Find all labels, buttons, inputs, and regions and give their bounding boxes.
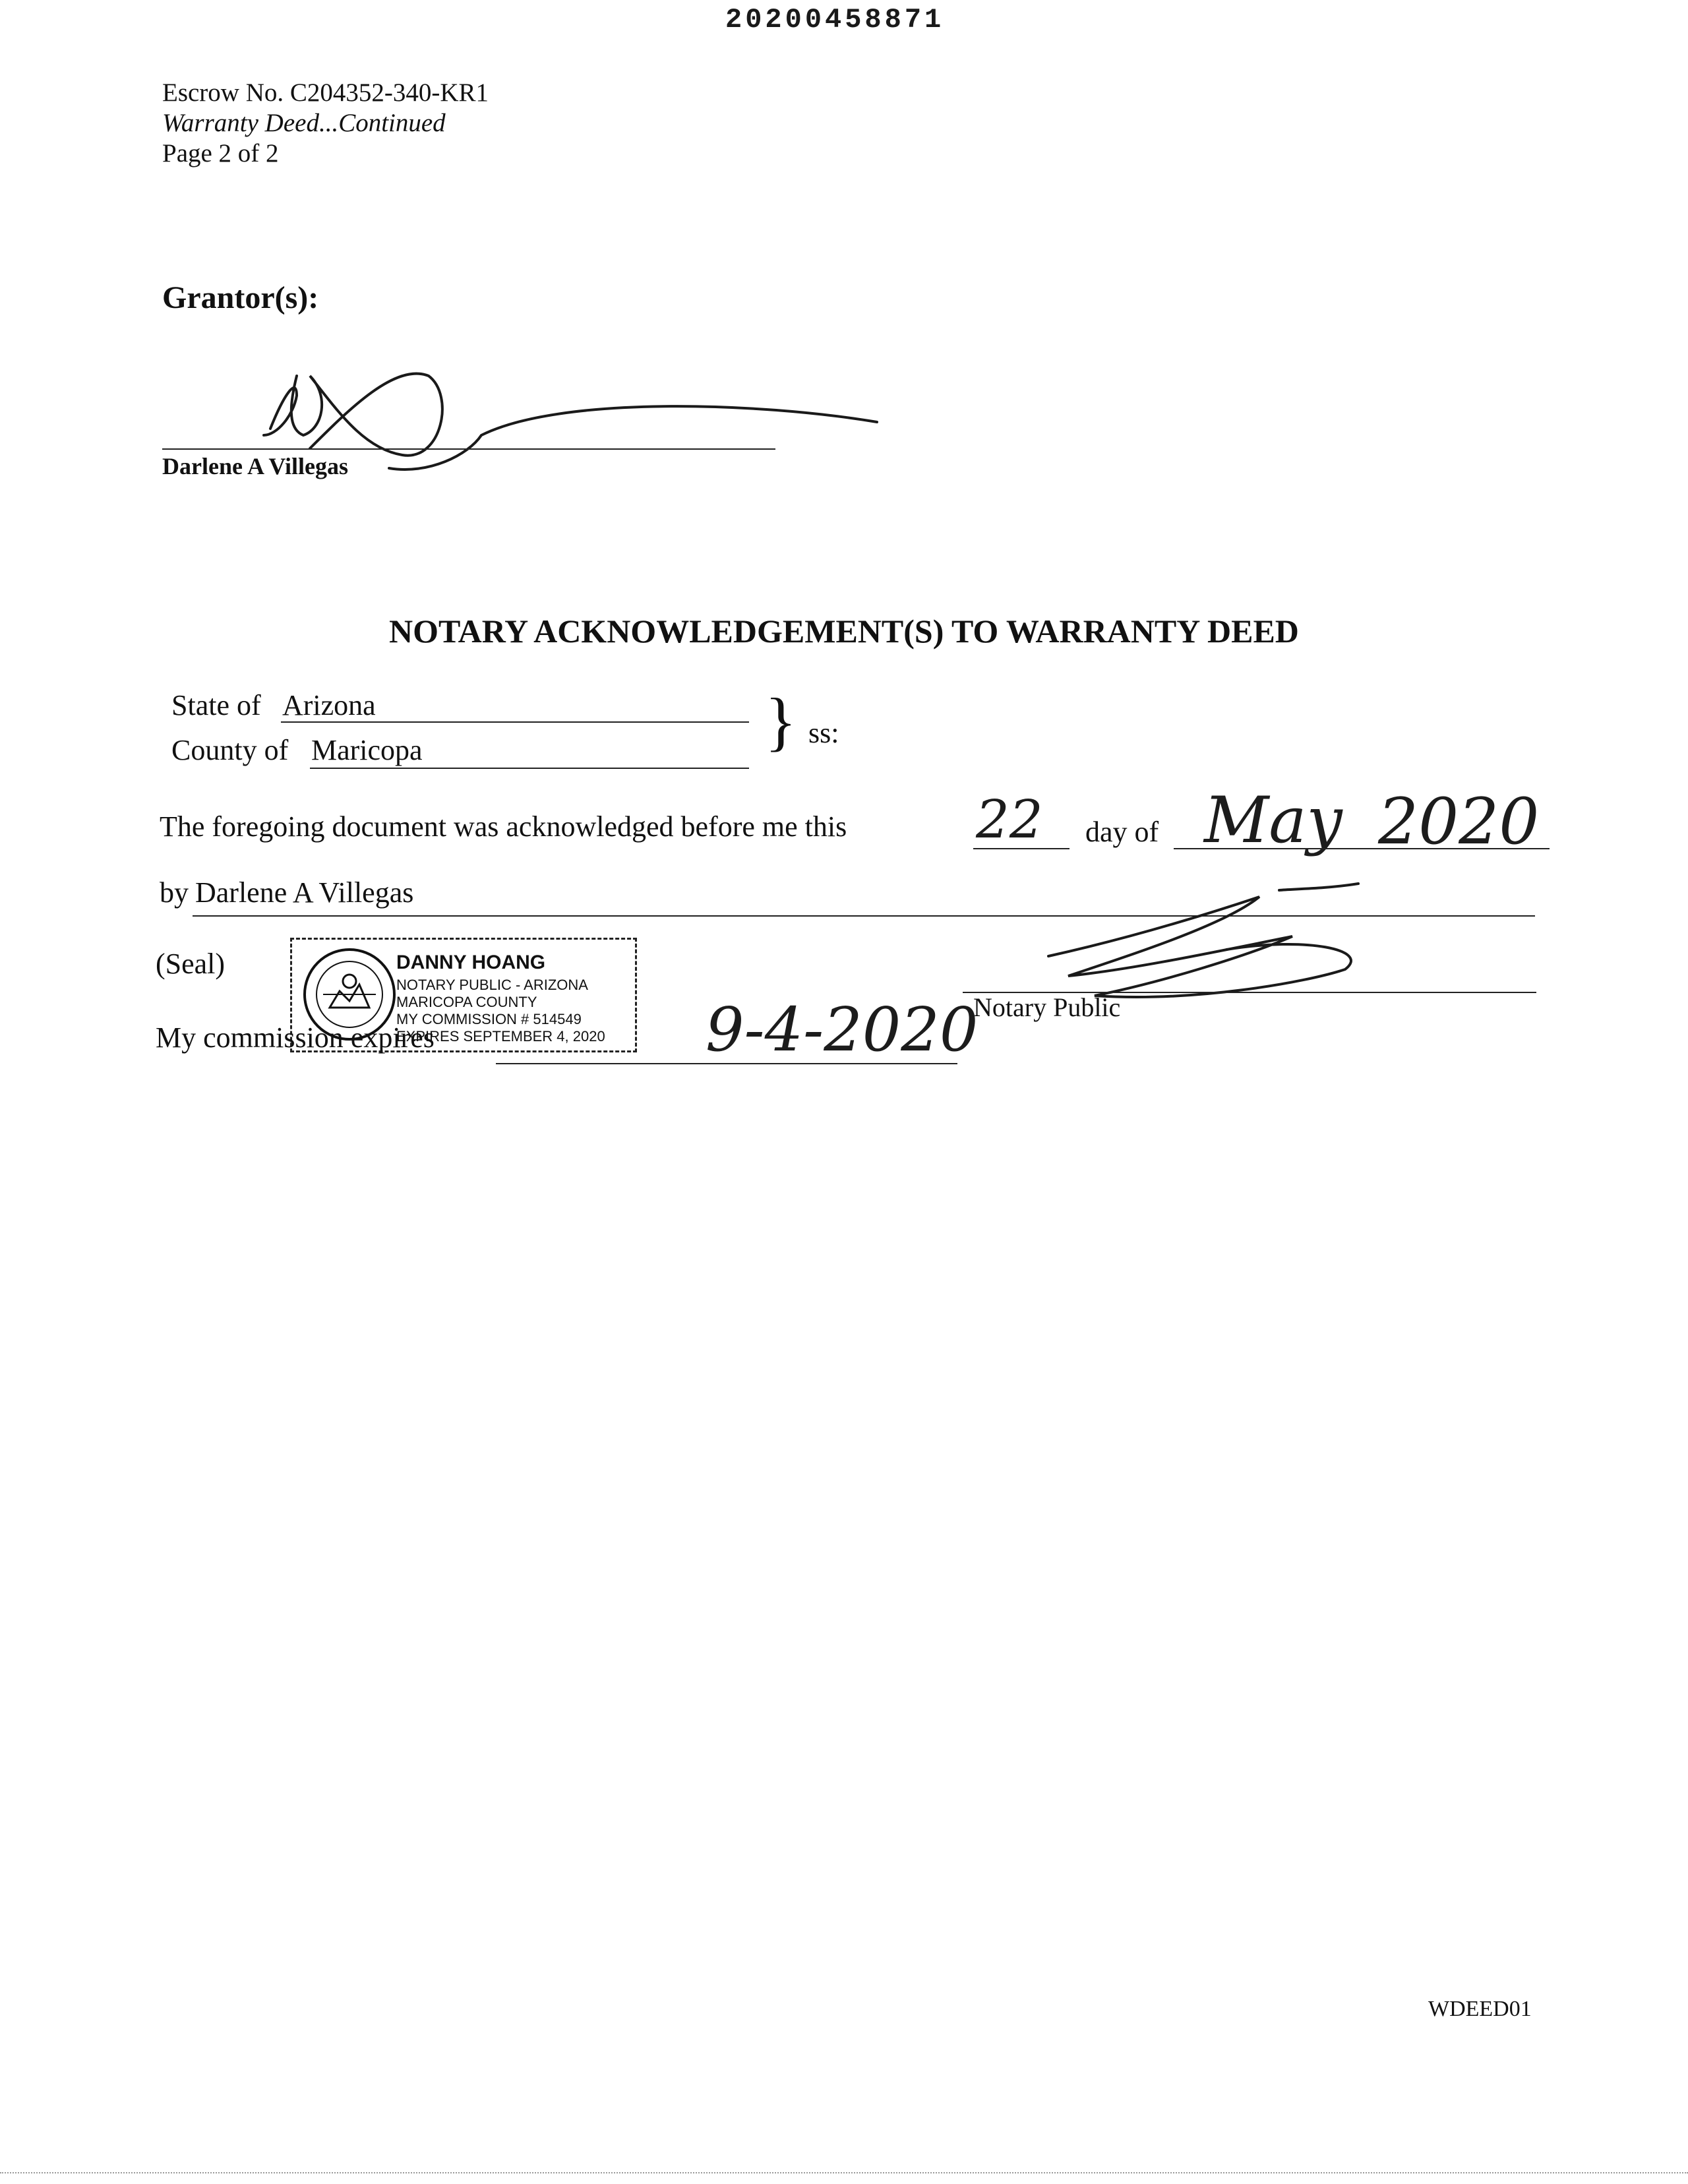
scan-edge	[0, 2172, 1688, 2173]
day-of-label: day of	[1085, 816, 1159, 848]
county-line	[310, 768, 749, 769]
bracket: }	[765, 684, 797, 758]
recording-number: 20200458871	[725, 4, 945, 36]
stamp-name: DANNY HOANG	[396, 952, 546, 973]
stamp-line-4: EXPIRES SEPTEMBER 4, 2020	[396, 1028, 605, 1045]
by-label: by	[160, 876, 189, 909]
escrow-number: Escrow No. C204352-340-KR1	[162, 78, 489, 107]
commission-date-handwritten: 9-4-2020	[706, 994, 979, 1065]
stamp-line-1: NOTARY PUBLIC - ARIZONA	[396, 977, 588, 993]
month-handwritten: May	[1204, 783, 1342, 857]
page-number: Page 2 of 2	[162, 139, 279, 167]
notary-public-label: Notary Public	[973, 992, 1121, 1022]
grantor-signature-line	[162, 448, 775, 450]
grantor-name: Darlene A Villegas	[162, 453, 348, 479]
by-name: Darlene A Villegas	[195, 876, 414, 909]
state-line	[281, 721, 749, 723]
foregoing-text: The foregoing document was acknowledged before me this	[160, 810, 847, 843]
stamp-line-3: MY COMMISSION # 514549	[396, 1011, 582, 1027]
form-code: WDEED01	[1428, 1997, 1532, 2021]
seal-label: (Seal)	[156, 948, 226, 980]
state-label: State of	[171, 689, 261, 721]
county-label: County of	[171, 734, 289, 766]
commission-label: My commission expires	[156, 1021, 435, 1054]
month-year-line	[1174, 848, 1550, 849]
notary-title: NOTARY ACKNOWLEDGEMENT(S) TO WARRANTY DEED	[389, 613, 1299, 650]
grantor-heading: Grantor(s):	[162, 280, 319, 315]
year-handwritten: 2020	[1378, 785, 1540, 859]
state-value: Arizona	[282, 689, 376, 721]
continued-label: Warranty Deed...Continued	[162, 109, 446, 137]
day-handwritten: 22	[976, 789, 1043, 850]
county-value: Maricopa	[311, 734, 423, 766]
day-line	[973, 848, 1070, 849]
stamp-line-2: MARICOPA COUNTY	[396, 994, 537, 1010]
ss-label: ss:	[808, 717, 839, 749]
